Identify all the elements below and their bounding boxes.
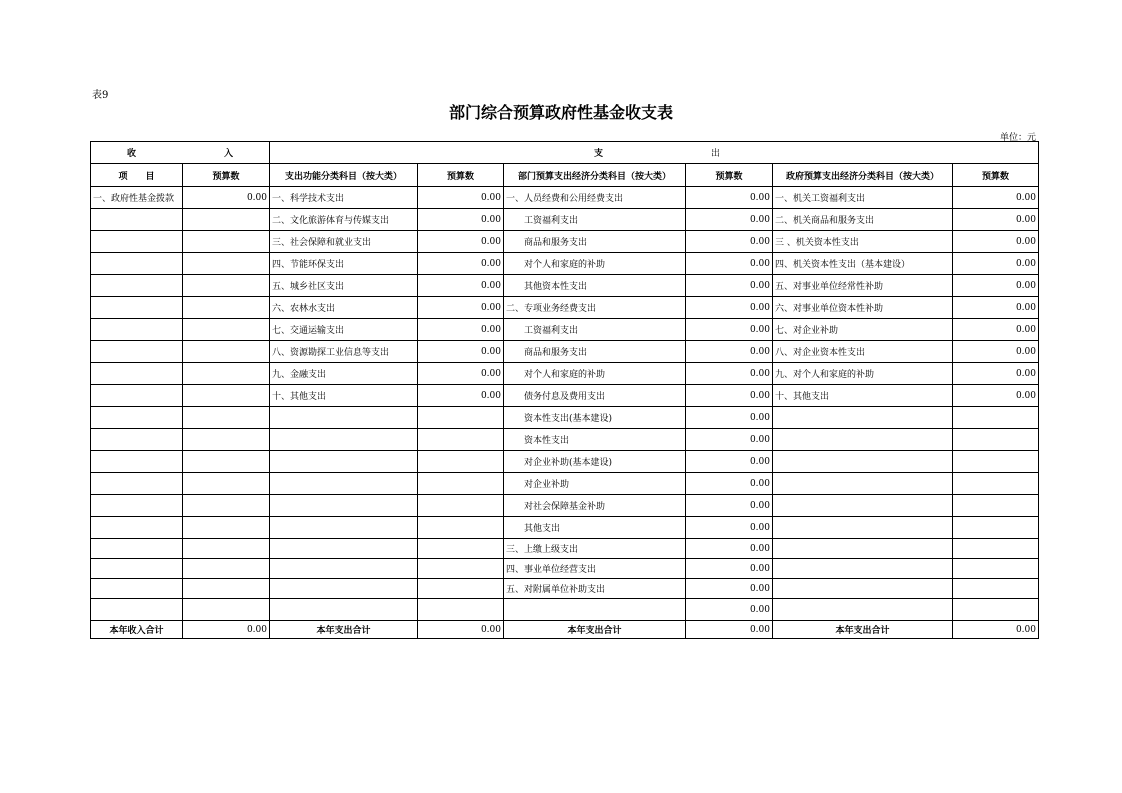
func-item: 二、文化旅游体育与传媒支出 [270,209,418,231]
income-value [183,385,270,407]
income-item [91,319,183,341]
gov-item: 十、其他支出 [773,385,953,407]
dept-value: 0.00 [686,363,773,385]
table-row [91,451,1039,473]
table-row [91,341,1039,363]
func-item: 三、社会保障和就业支出 [270,231,418,253]
income-value [183,495,270,517]
dept-value: 0.00 [686,385,773,407]
func-item [270,599,418,621]
income-item [91,429,183,451]
func-item: 六、农林水支出 [270,297,418,319]
page-title: 部门综合预算政府性基金收支表 [448,103,673,122]
gov-value: 0.00 [953,187,1039,209]
expense-left-label: 支 [594,149,604,159]
func-value: 0.00 [418,385,504,407]
table-row [91,407,1039,429]
dept-value: 0.00 [686,209,773,231]
income-item [91,559,183,579]
gov-item [773,559,953,579]
gov-item: 三 、机关资本性支出 [773,231,953,253]
gov-value [953,451,1039,473]
income-item [91,385,183,407]
table-row [91,363,1039,385]
table-number: 表9 [92,90,109,101]
table-row [91,473,1039,495]
dept-value: 0.00 [686,275,773,297]
func-value [418,451,504,473]
dept-item: 资本性支出(基本建设) [504,407,686,429]
table-row [91,275,1039,297]
func-value: 0.00 [418,363,504,385]
income-right-label: 入 [223,149,233,159]
dept-value: 0.00 [686,539,773,559]
dept-item [504,599,686,621]
income-section-header [91,142,270,164]
dept-item: 三、上缴上级支出 [504,539,686,559]
func-item [270,559,418,579]
dept-item: 债务付息及费用支出 [504,385,686,407]
table-row [91,231,1039,253]
gov-item: 五、对事业单位经常性补助 [773,275,953,297]
table-row [91,209,1039,231]
func-value [418,539,504,559]
func-item [270,407,418,429]
dept-item: 对企业补助(基本建设) [504,451,686,473]
gov-item: 二、机关商品和服务支出 [773,209,953,231]
dept-value: 0.00 [686,451,773,473]
income-value [183,319,270,341]
dept-item: 对企业补助 [504,473,686,495]
income-item [91,253,183,275]
gov-value [953,495,1039,517]
income-value [183,363,270,385]
func-value: 0.00 [418,253,504,275]
total-label: 本年收入合计 [91,621,183,639]
gov-value: 0.00 [953,275,1039,297]
income-value [183,275,270,297]
dept-item: 商品和服务支出 [504,341,686,363]
gov-value [953,539,1039,559]
income-value [183,579,270,599]
total-value: 0.00 [953,621,1039,639]
income-value [183,209,270,231]
dept-item: 资本性支出 [504,429,686,451]
totals-row [91,621,1039,639]
dept-item: 其他支出 [504,517,686,539]
func-value: 0.00 [418,297,504,319]
gov-value [953,517,1039,539]
func-item [270,429,418,451]
dept-item: 对社会保障基金补助 [504,495,686,517]
func-value [418,599,504,621]
func-value: 0.00 [418,275,504,297]
income-item [91,209,183,231]
income-value [183,451,270,473]
dept-item: 对个人和家庭的补助 [504,363,686,385]
income-item [91,407,183,429]
dept-item: 工资福利支出 [504,319,686,341]
table-row [91,539,1039,559]
total-value: 0.00 [183,621,270,639]
dept-value: 0.00 [686,231,773,253]
income-value [183,559,270,579]
gov-item [773,429,953,451]
gov-value [953,407,1039,429]
section-header-row [91,142,1039,164]
table-row [91,599,1039,621]
total-value: 0.00 [686,621,773,639]
income-value [183,407,270,429]
gov-item [773,473,953,495]
func-value [418,559,504,579]
func-item: 九、金融支出 [270,363,418,385]
table-row [91,559,1039,579]
dept-value: 0.00 [686,579,773,599]
func-item [270,451,418,473]
income-left-label: 收 [127,149,137,159]
income-item: 一、政府性基金拨款 [91,187,183,209]
func-value [418,495,504,517]
gov-value [953,579,1039,599]
income-item [91,495,183,517]
col-budget-header: 预算数 [686,164,773,187]
income-value [183,297,270,319]
income-value [183,517,270,539]
total-label: 本年支出合计 [773,621,953,639]
dept-item: 对个人和家庭的补助 [504,253,686,275]
gov-item [773,407,953,429]
func-value [418,429,504,451]
dept-value: 0.00 [686,319,773,341]
func-value: 0.00 [418,187,504,209]
dept-value: 0.00 [686,253,773,275]
gov-value: 0.00 [953,253,1039,275]
gov-value: 0.00 [953,209,1039,231]
gov-item [773,599,953,621]
dept-value: 0.00 [686,473,773,495]
col-func-header: 支出功能分类科目（按大类） [270,164,418,187]
col-budget-header: 预算数 [418,164,504,187]
dept-value: 0.00 [686,599,773,621]
income-value [183,599,270,621]
func-item: 七、交通运输支出 [270,319,418,341]
gov-item: 九、对个人和家庭的补助 [773,363,953,385]
table-row [91,579,1039,599]
func-value: 0.00 [418,209,504,231]
func-item: 八、资源勘探工业信息等支出 [270,341,418,363]
gov-value: 0.00 [953,385,1039,407]
gov-item [773,539,953,559]
total-label: 本年支出合计 [504,621,686,639]
dept-item: 其他资本性支出 [504,275,686,297]
col-gov-header: 政府预算支出经济分类科目（按大类） [773,164,953,187]
income-item [91,473,183,495]
income-value [183,341,270,363]
income-value [183,253,270,275]
gov-value: 0.00 [953,363,1039,385]
dept-value: 0.00 [686,407,773,429]
dept-value: 0.00 [686,429,773,451]
dept-value: 0.00 [686,297,773,319]
unit-label: 单位：元 [999,133,1036,143]
dept-item: 商品和服务支出 [504,231,686,253]
func-value: 0.00 [418,231,504,253]
income-item [91,297,183,319]
gov-value: 0.00 [953,297,1039,319]
gov-item [773,517,953,539]
table-row [91,385,1039,407]
income-value [183,539,270,559]
income-item [91,517,183,539]
total-value: 0.00 [418,621,504,639]
budget-table [90,141,1039,639]
income-item [91,539,183,559]
func-value [418,579,504,599]
gov-value [953,559,1039,579]
func-item [270,473,418,495]
col-budget-header: 预算数 [953,164,1039,187]
income-value [183,473,270,495]
income-value [183,429,270,451]
table-row [91,319,1039,341]
dept-item: 五、对附属单位补助支出 [504,579,686,599]
dept-value: 0.00 [686,495,773,517]
income-item [91,231,183,253]
table-row [91,253,1039,275]
income-item [91,341,183,363]
table-row [91,187,1039,209]
income-value: 0.00 [183,187,270,209]
dept-item: 二、专项业务经费支出 [504,297,686,319]
func-item [270,579,418,599]
table-row [91,429,1039,451]
func-value [418,473,504,495]
income-item [91,599,183,621]
table-row [91,297,1039,319]
income-item [91,275,183,297]
func-item: 四、节能环保支出 [270,253,418,275]
func-item: 一、科学技术支出 [270,187,418,209]
dept-item: 一、人员经费和公用经费支出 [504,187,686,209]
func-item [270,495,418,517]
dept-value: 0.00 [686,559,773,579]
table-row [91,517,1039,539]
func-item [270,539,418,559]
gov-value: 0.00 [953,231,1039,253]
gov-item: 八、对企业资本性支出 [773,341,953,363]
expense-section-header [270,142,1039,164]
gov-item [773,451,953,473]
dept-value: 0.00 [686,187,773,209]
gov-item: 一、机关工资福利支出 [773,187,953,209]
gov-item: 六、对事业单位资本性补助 [773,297,953,319]
income-value [183,231,270,253]
gov-item: 四、机关资本性支出（基本建设） [773,253,953,275]
func-value [418,407,504,429]
gov-item [773,579,953,599]
gov-value: 0.00 [953,319,1039,341]
income-item [91,363,183,385]
expense-right-label: 出 [710,149,720,159]
gov-item [773,495,953,517]
func-value: 0.00 [418,341,504,363]
col-dept-header: 部门预算支出经济分类科目（按大类） [504,164,686,187]
func-item: 五、城乡社区支出 [270,275,418,297]
income-item [91,579,183,599]
func-value: 0.00 [418,319,504,341]
func-value [418,517,504,539]
income-item [91,451,183,473]
dept-value: 0.00 [686,517,773,539]
dept-item: 四、事业单位经营支出 [504,559,686,579]
dept-value: 0.00 [686,341,773,363]
func-item: 十、其他支出 [270,385,418,407]
col-budget-header: 预算数 [183,164,270,187]
func-item [270,517,418,539]
gov-value [953,473,1039,495]
col-item-header: 项 目 [91,164,183,187]
gov-value [953,429,1039,451]
table-row [91,495,1039,517]
column-header-row [91,164,1039,187]
gov-value [953,599,1039,621]
dept-item: 工资福利支出 [504,209,686,231]
total-label: 本年支出合计 [270,621,418,639]
gov-item: 七、对企业补助 [773,319,953,341]
gov-value: 0.00 [953,341,1039,363]
